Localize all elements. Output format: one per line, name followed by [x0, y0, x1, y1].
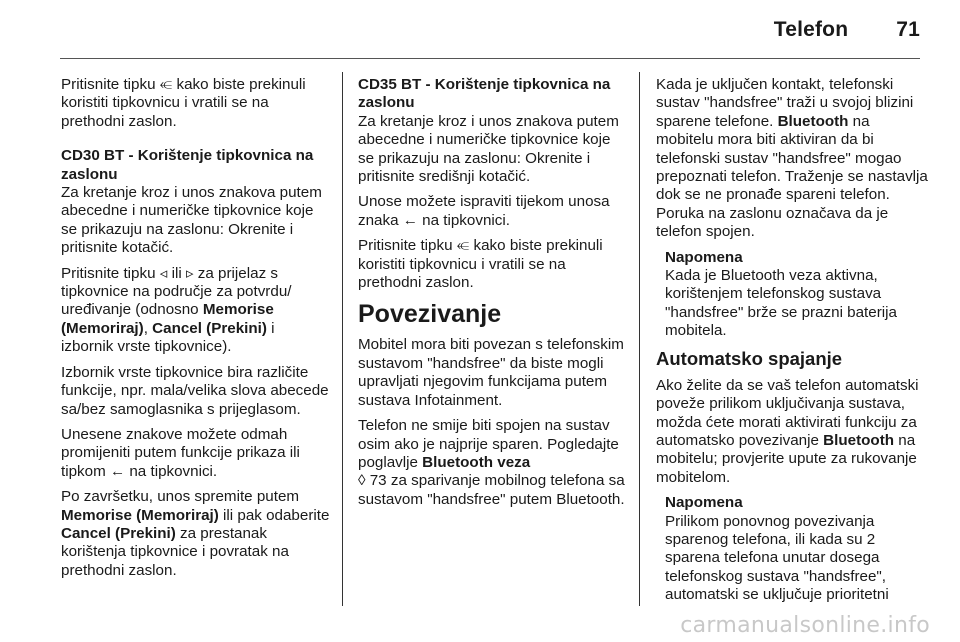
column-2	[358, 76, 630, 516]
left-arrow-key-icon: ◃	[159, 264, 168, 282]
paragraph: Izbornik vrste tipkovnice bira različite funkcije, npr. mala/velika slova abecede sa/bez samoglasnika s prijeglasom.	[61, 363, 329, 418]
subheading: CD35 BT - Korištenje tipkovnica na zaslonu	[358, 76, 611, 112]
cancel-label: Cancel (Prekini)	[61, 524, 176, 542]
paragraph: Pritisnite tipku ◃ ili ▹ za prijelaz s tipkovnice na područje za potvrdu/ uređivanje (odnosno Memorise (Memoriraj), Cancel (Prekini) i izbornik vrste tipkovnice).	[61, 264, 292, 356]
watermark: carmanualsonline.info	[680, 613, 930, 638]
backspace-arrow-icon: ←	[402, 211, 418, 229]
paragraph: Ako želite da se vaš telefon automatski poveže prilikom uključivanja sustava, možda ćete morati aktivirati funkciju za automatsko povezivanje Bluetooth na mobitelu; provjerite upute za rukovanje mobitelom.	[656, 376, 919, 486]
subsection-heading: Automatsko spajanje	[656, 347, 843, 369]
note-box	[665, 494, 928, 604]
right-arrow-key-icon: ▹	[185, 264, 194, 282]
page-reference-icon: ◊	[358, 472, 366, 490]
note-text: Kada je Bluetooth veza aktivna, korištenjem telefonskog sustava "handsfree" brže se prazni baterija mobitela.	[665, 267, 897, 340]
backspace-arrow-icon: ←	[109, 462, 126, 480]
page-header	[774, 18, 920, 42]
paragraph: Telefon ne smije biti spojen na sustav osim ako je najprije sparen. Pogledajte poglavlje Bluetooth veza ◊ 73 za sparivanje mobilnog telefona sa sustavom "handsfree" putem Bluetooth.	[358, 417, 625, 508]
column-3	[656, 76, 928, 605]
header-rule	[60, 58, 920, 59]
bluetooth-link[interactable]: Bluetooth veza	[422, 453, 531, 471]
paragraph: Unesene znakove možete odmah promijeniti putem funkcije prikaza ili tipkom ← na tipkovnici.	[61, 425, 300, 480]
paragraph: Pritisnite tipku ⥺ kako biste prekinuli koristiti tipkovnicu i vratili se na prethodni zaslon.	[61, 76, 306, 130]
paragraph: Pritisnite tipku ⥺ kako biste prekinuli koristiti tipkovnicu i vratili se na prethodni zaslon.	[358, 237, 603, 292]
note-text: Prilikom ponovnog povezivanja sparenog telefona, ili kada su 2 sparena telefona unutar dosega telefonskog sustava "handsfree", automatski se uključuje prioritetni	[665, 512, 889, 604]
cancel-label: Cancel (Prekini)	[152, 319, 267, 337]
paragraph: Za kretanje kroz i unos znakova putem abecedne i numeričke tipkovnice koje se prikazuju na zaslonu: Okrenite i pritisnite središnji kotačić.	[358, 112, 619, 186]
paragraph: Za kretanje kroz i unos znakova putem abecedne i numeričke tipkovnice koje se prikazuju na zaslonu: Okrenite i pritisnite kotačić.	[61, 184, 322, 257]
back-key-icon: ⥺	[159, 76, 173, 93]
section-heading: Povezivanje	[358, 300, 502, 329]
column-divider	[342, 72, 343, 606]
paragraph: Mobitel mora biti povezan s telefonskim sustavom "handsfree" da biste mogli upravljati njegovim funkcijama putem sustava Infotainment.	[358, 336, 624, 409]
note-box	[665, 249, 928, 341]
paragraph: Kada je uključen kontakt, telefonski sustav "handsfree" traži u svojoj blizini sparene telefone. Bluetooth na mobitelu mora biti aktiviran da bi telefonski sustav "handsfree" mogao prepoznati telefon. Traženje se nastavlja dok se ne pronađe spareni telefon. Poruka na zaslonu označava da je telefon spojen.	[656, 76, 928, 241]
column-1	[61, 76, 331, 587]
note-title: Napomena	[665, 494, 743, 512]
page-number: 71	[896, 18, 920, 41]
column-divider	[639, 72, 640, 606]
page-title: Telefon	[773, 18, 849, 41]
note-title: Napomena	[665, 248, 743, 266]
paragraph: Unose možete ispraviti tijekom unosa znaka ← na tipkovnici.	[358, 193, 610, 229]
paragraph: Po završetku, unos spremite putem Memorise (Memoriraj) ili pak odaberite Cancel (Prekini) za prestanak korištenja tipkovnice i povratak na prethodni zaslon.	[61, 488, 330, 579]
memorise-label: Memorise (Memoriraj)	[61, 301, 274, 337]
bluetooth-label: Bluetooth	[777, 112, 849, 130]
subheading: CD30 BT - Korištenje tipkovnica na zaslonu	[61, 147, 314, 183]
memorise-label: Memorise (Memoriraj)	[61, 506, 219, 524]
back-key-icon: ⥺	[456, 237, 470, 255]
bluetooth-label: Bluetooth	[823, 431, 895, 449]
